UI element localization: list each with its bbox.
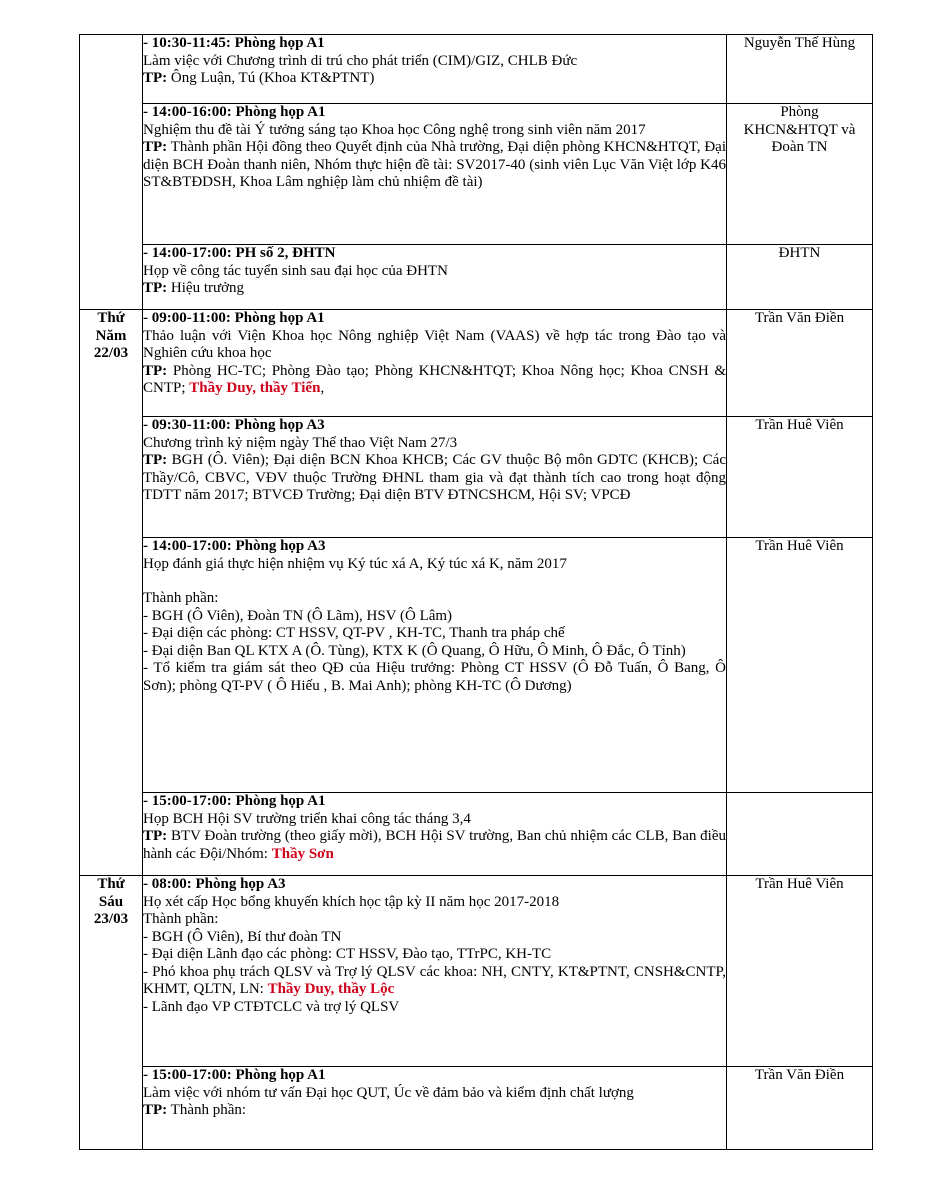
- table-row: [80, 538, 873, 793]
- table-row: [80, 876, 873, 1067]
- event-cell: [143, 245, 727, 310]
- person-cell: [727, 417, 873, 538]
- composition-item: - BGH (Ô Viên), Bí thư đoàn TN: [143, 928, 342, 945]
- day-date: 23/03: [93, 911, 129, 927]
- person-cell: [727, 104, 873, 245]
- person-name: Đoàn TN: [771, 139, 828, 155]
- composition-item: - Tổ kiểm tra giám sát theo QĐ của Hiệu trưởng: Phòng CT HSSV (Ô Đỗ Tuấn, Ô Bang, Ô Sơn); phòng QT-PV ( Ô Hiếu , B. Mai Anh); phòng KH-TC (Ô Dương): [143, 660, 726, 694]
- event-description: Họp về công tác tuyển sinh sau đại học của ĐHTN: [143, 262, 448, 279]
- participants-label: TP:: [143, 280, 168, 296]
- event-description: Chương trình kỷ niệm ngày Thể thao Việt Nam 27/3: [143, 434, 458, 451]
- composition-item: - Đại diện các phòng: CT HSSV, QT-PV , KH-TC, Thanh tra pháp chế: [143, 625, 565, 641]
- person-cell: [727, 310, 873, 417]
- person-name: Trần Huê Viên: [755, 538, 844, 554]
- person-cell: [727, 793, 873, 876]
- person-name: Trần Văn Điền: [754, 1067, 845, 1083]
- person-name: Phòng: [780, 104, 819, 120]
- day-weekday: Thứ: [97, 876, 125, 892]
- table-row: [80, 793, 873, 876]
- event-description: Nghiệm thu đề tài Ý tưởng sáng tạo Khoa học Công nghệ trong sinh viên năm 2017: [143, 121, 646, 138]
- person-name: Trần Văn Điền: [754, 310, 845, 326]
- person-name: KHCN&HTQT và: [743, 121, 856, 138]
- participants-label: TP:: [143, 362, 168, 379]
- event-description: Làm việc với nhóm tư vấn Đại học QUT, Úc về đảm bảo và kiểm định chất lượng: [143, 1084, 634, 1101]
- event-cell: [143, 35, 727, 104]
- day-weekday: Sáu: [98, 893, 124, 910]
- highlight-names: Thầy Duy, thầy Lộc: [267, 981, 395, 997]
- event-time-room: - 15:00-17:00: Phòng họp A1: [143, 1067, 326, 1083]
- day-cell: [80, 310, 143, 876]
- event-time-room: - 09:30-11:00: Phòng họp A3: [143, 417, 325, 433]
- event-description: Thảo luận với Viện Khoa học Nông nghiệp Việt Nam (VAAS) về hợp tác trong Đào tạo và Nghiên cứu khoa học: [143, 327, 726, 361]
- person-cell: [727, 876, 873, 1067]
- composition-label: Thành phần:: [143, 590, 219, 606]
- composition-label: Thành phần:: [143, 911, 219, 927]
- participants-text: Ông Luận, Tú (Khoa KT&PTNT): [167, 70, 375, 86]
- participants-text: Hiệu trưởng: [167, 280, 245, 296]
- participants-text: ,: [320, 380, 325, 396]
- event-cell: [143, 793, 727, 876]
- event-cell: [143, 310, 727, 417]
- table-row: [80, 245, 873, 310]
- participants-label: TP:: [143, 1102, 168, 1118]
- event-time-room: - 14:00-16:00: Phòng họp A1: [143, 104, 326, 120]
- person-name: Nguyễn Thế Hùng: [743, 35, 856, 51]
- day-date: 22/03: [93, 345, 129, 361]
- person-name: Trần Huê Viên: [755, 876, 844, 892]
- participants-text: Phòng HC-TC; Phòng Đào tạo; Phòng KHCN&HTQT; Khoa Nông học; Khoa CNSH & CNTP;: [143, 362, 726, 396]
- day-weekday: Thứ: [97, 310, 125, 326]
- composition-item: - Phó khoa phụ trách QLSV và Trợ lý QLSV các khoa: NH, CNTY, KT&PTNT, CNSH&CNTP, KHMT, QLTN, LN:: [143, 963, 726, 997]
- participants-text: Thành phần:: [167, 1102, 247, 1118]
- composition-item: - Đại diện Lãnh đạo các phòng: CT HSSV, Đào tạo, TTrPC, KH-TC: [143, 946, 552, 962]
- participants-label: TP:: [143, 139, 168, 155]
- table-row: [80, 310, 873, 417]
- composition-item: - Lãnh đạo VP CTĐTCLC và trợ lý QLSV: [143, 998, 400, 1015]
- event-cell: [143, 417, 727, 538]
- event-time-room: - 15:00-17:00: Phòng họp A1: [143, 793, 326, 809]
- schedule-table: [79, 34, 873, 1150]
- person-cell: [727, 245, 873, 310]
- composition-item: - Đại diện Ban QL KTX A (Ô. Tùng), KTX K (Ô Quang, Ô Hữu, Ô Minh, Ô Đắc, Ô Tỉnh): [143, 642, 686, 659]
- participants-label: TP:: [143, 70, 168, 86]
- participants-text: BGH (Ô. Viên); Đại diện BCN Khoa KHCB; Các GV thuộc Bộ môn GDTC (KHCB); Các Thầy/Cô, CBVC, VĐV thuộc Trường ĐHNL tham gia và đạt thành tích cao trong hoạt động TDTT năm 2017; BTVCĐ Trường; Đại diện BTV ĐTNCSHCM, Hội SV; VPCĐ: [143, 452, 726, 503]
- table-row: [80, 1067, 873, 1150]
- participants-label: TP:: [143, 452, 168, 468]
- event-description: Họ xét cấp Học bổng khuyến khích học tập kỳ II năm học 2017-2018: [143, 893, 560, 910]
- event-cell: [143, 538, 727, 793]
- table-row: [80, 35, 873, 104]
- event-description: Họp đánh giá thực hiện nhiệm vụ Ký túc xá A, Ký túc xá K, năm 2017: [143, 555, 567, 572]
- person-name: Trần Huê Viên: [755, 417, 844, 433]
- highlight-names: Thầy Sơn: [271, 845, 334, 862]
- event-time-room: - 10:30-11:45: Phòng họp A1: [143, 35, 325, 51]
- event-description: Làm việc với Chương trình di trú cho phát triển (CIM)/GIZ, CHLB Đức: [143, 52, 578, 69]
- person-cell: [727, 538, 873, 793]
- participants-label: TP:: [143, 828, 168, 844]
- event-cell: [143, 876, 727, 1067]
- event-cell: [143, 1067, 727, 1150]
- event-description: Họp BCH Hội SV trường triển khai công tác tháng 3,4: [143, 810, 471, 827]
- participants-text: BTV Đoàn trường (theo giấy mời), BCH Hội SV trường, Ban chủ nhiệm các CLB, Ban điều hành các Đội/Nhóm:: [143, 828, 726, 862]
- event-time-room: - 14:00-17:00: PH số 2, ĐHTN: [143, 245, 336, 261]
- event-time-room: - 14:00-17:00: Phòng họp A3: [143, 538, 326, 554]
- table-row: [80, 417, 873, 538]
- day-cell: [80, 876, 143, 1150]
- table-row: [80, 104, 873, 245]
- day-weekday: Năm: [95, 327, 127, 344]
- participants-text: Thành phần Hội đồng theo Quyết định của Nhà trường, Đại diện phòng KHCN&HTQT, Đại diện BCH Đoàn thanh niên, Nhóm thực hiện đề tài: SV2017-40 (sinh viên Lục Văn Việt lớp K46 ST&BTĐDSH, Khoa Lâm nghiệp làm chủ nhiệm đề tài): [143, 139, 726, 190]
- event-time-room: - 09:00-11:00: Phòng họp A1: [143, 310, 325, 326]
- person-cell: [727, 35, 873, 104]
- person-name: ĐHTN: [778, 245, 821, 261]
- event-time-room: - 08:00: Phòng họp A3: [143, 876, 286, 892]
- composition-item: - BGH (Ô Viên), Đoàn TN (Ô Lãm), HSV (Ô Lâm): [143, 607, 453, 624]
- day-cell: [80, 35, 143, 310]
- person-cell: [727, 1067, 873, 1150]
- event-cell: [143, 104, 727, 245]
- highlight-names: Thầy Duy, thầy Tiến: [189, 380, 321, 396]
